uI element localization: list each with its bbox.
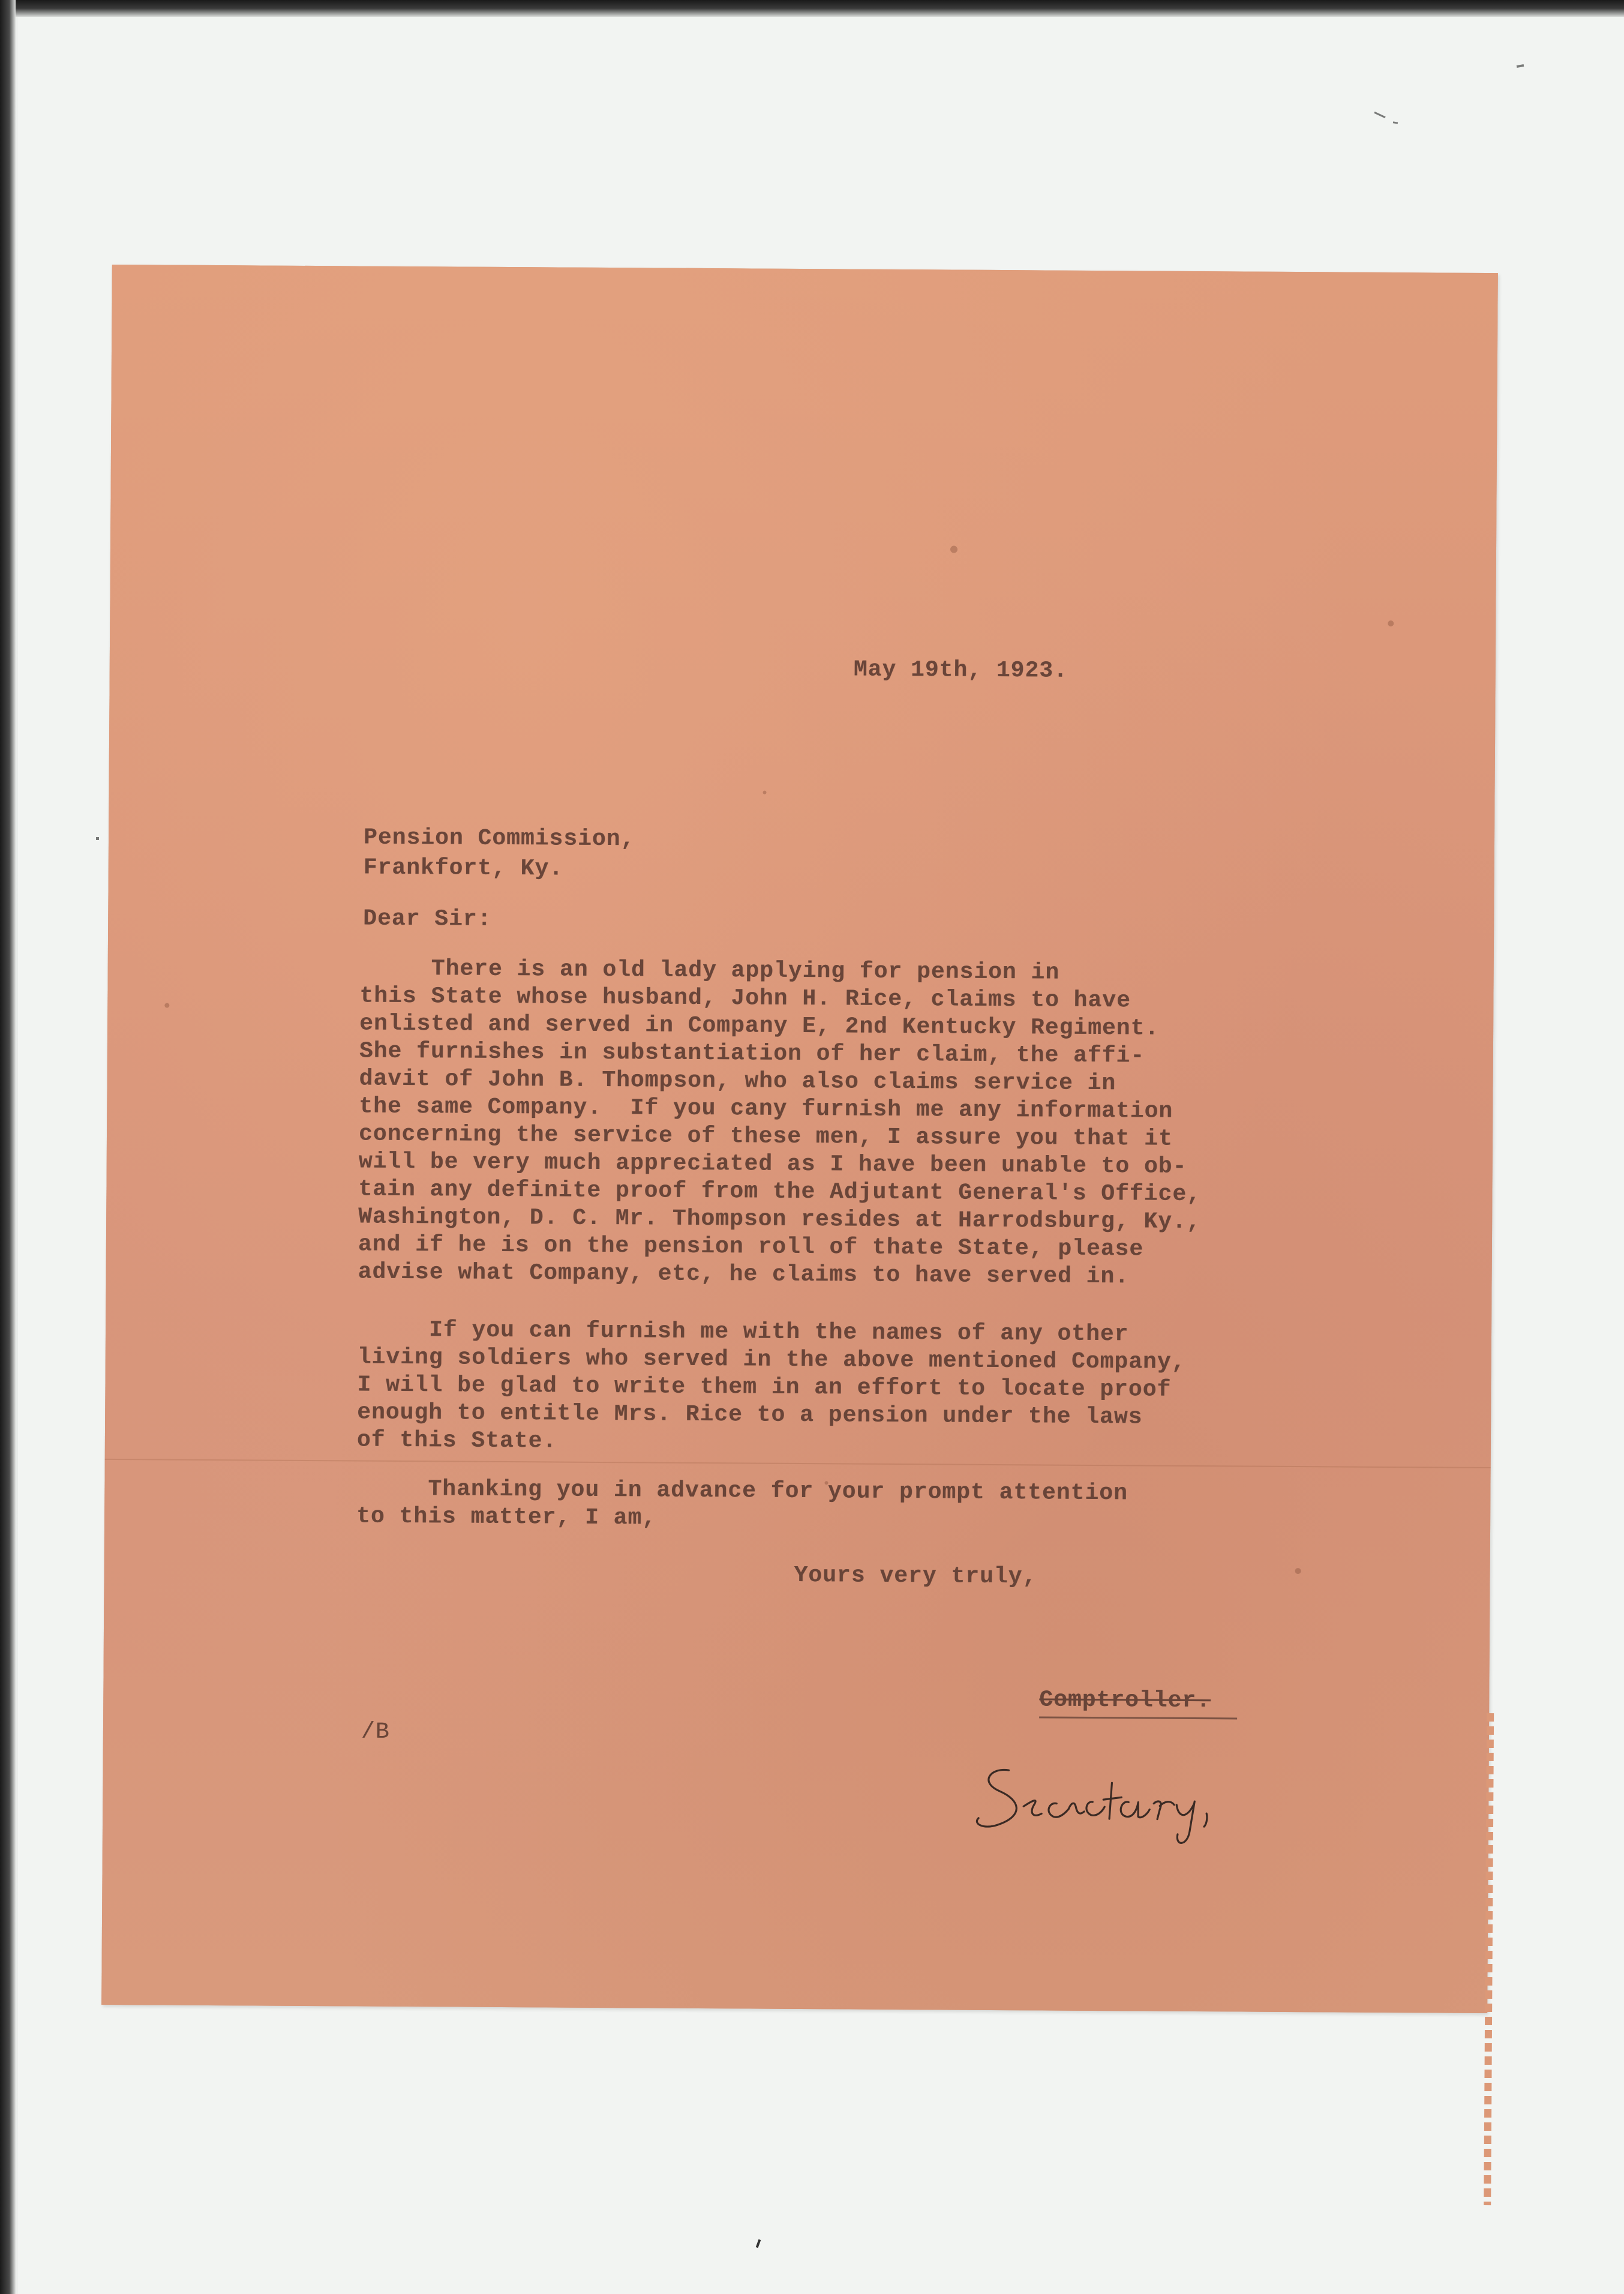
body-line: this State whose husband, John H. Rice, claims to have	[359, 983, 1131, 1014]
body-line: enough to entitle Mrs. Rice to a pension under the laws	[357, 1399, 1143, 1431]
body-line: the same Company. If you cany furnish me any information	[359, 1093, 1173, 1124]
addressee-line-2: Frankfort, Ky.	[363, 854, 564, 882]
body-paragraph-2	[357, 1317, 1353, 1461]
closing: Yours very truly,	[794, 1562, 1037, 1590]
body-line: and if he is on the pension roll of thate State, please	[358, 1231, 1144, 1263]
body-line: There is an old lady applying for pension in	[359, 955, 1060, 986]
body-line: will be very much appreciated as I have been unable to ob-	[358, 1149, 1187, 1180]
body-paragraph-1	[358, 955, 1355, 1293]
body-line: If you can furnish me with the names of any other	[357, 1317, 1129, 1348]
body-paragraph-3	[356, 1475, 1353, 1536]
body-line: living soldiers who served in the above mentioned Company,	[357, 1344, 1186, 1375]
addressee-line-1: Pension Commission,	[363, 824, 635, 853]
body-line: to this matter, I am,	[356, 1503, 657, 1531]
struck-title: Comptroller.	[1039, 1687, 1211, 1714]
handwritten-secretary-signature	[966, 1734, 1279, 1856]
body-line: She furnishes in substantiation of her claim, the affi-	[359, 1038, 1145, 1069]
body-line: of this State.	[356, 1427, 557, 1455]
letter-sheet	[101, 265, 1498, 2013]
body-line: advise what Company, etc, he claims to have served in.	[358, 1259, 1130, 1290]
body-line: tain any definite proof from the Adjutant General's Office,	[358, 1176, 1202, 1208]
typist-initials: /B	[361, 1719, 390, 1745]
scan-top-edge	[0, 0, 1624, 17]
title-underline	[1039, 1716, 1237, 1719]
body-line: concerning the service of these men, I assure you that it	[358, 1121, 1173, 1152]
body-line: I will be glad to write them in an effort to locate proof	[357, 1372, 1172, 1403]
body-line: Thanking you in advance for your prompt attention	[356, 1476, 1128, 1507]
body-line: davit of John B. Thompson, who also claims service in	[359, 1066, 1116, 1097]
letter-date: May 19th, 1923.	[853, 656, 1068, 684]
salutation: Dear Sir:	[363, 905, 492, 932]
fold-line	[105, 1459, 1491, 1468]
body-line: Washington, D. C. Mr. Thompson resides at Harrodsburg, Ky.,	[358, 1204, 1201, 1236]
body-line: enlisted and served in Company E, 2nd Kentucky Regiment.	[359, 1010, 1160, 1042]
scan-left-edge	[0, 0, 16, 2294]
